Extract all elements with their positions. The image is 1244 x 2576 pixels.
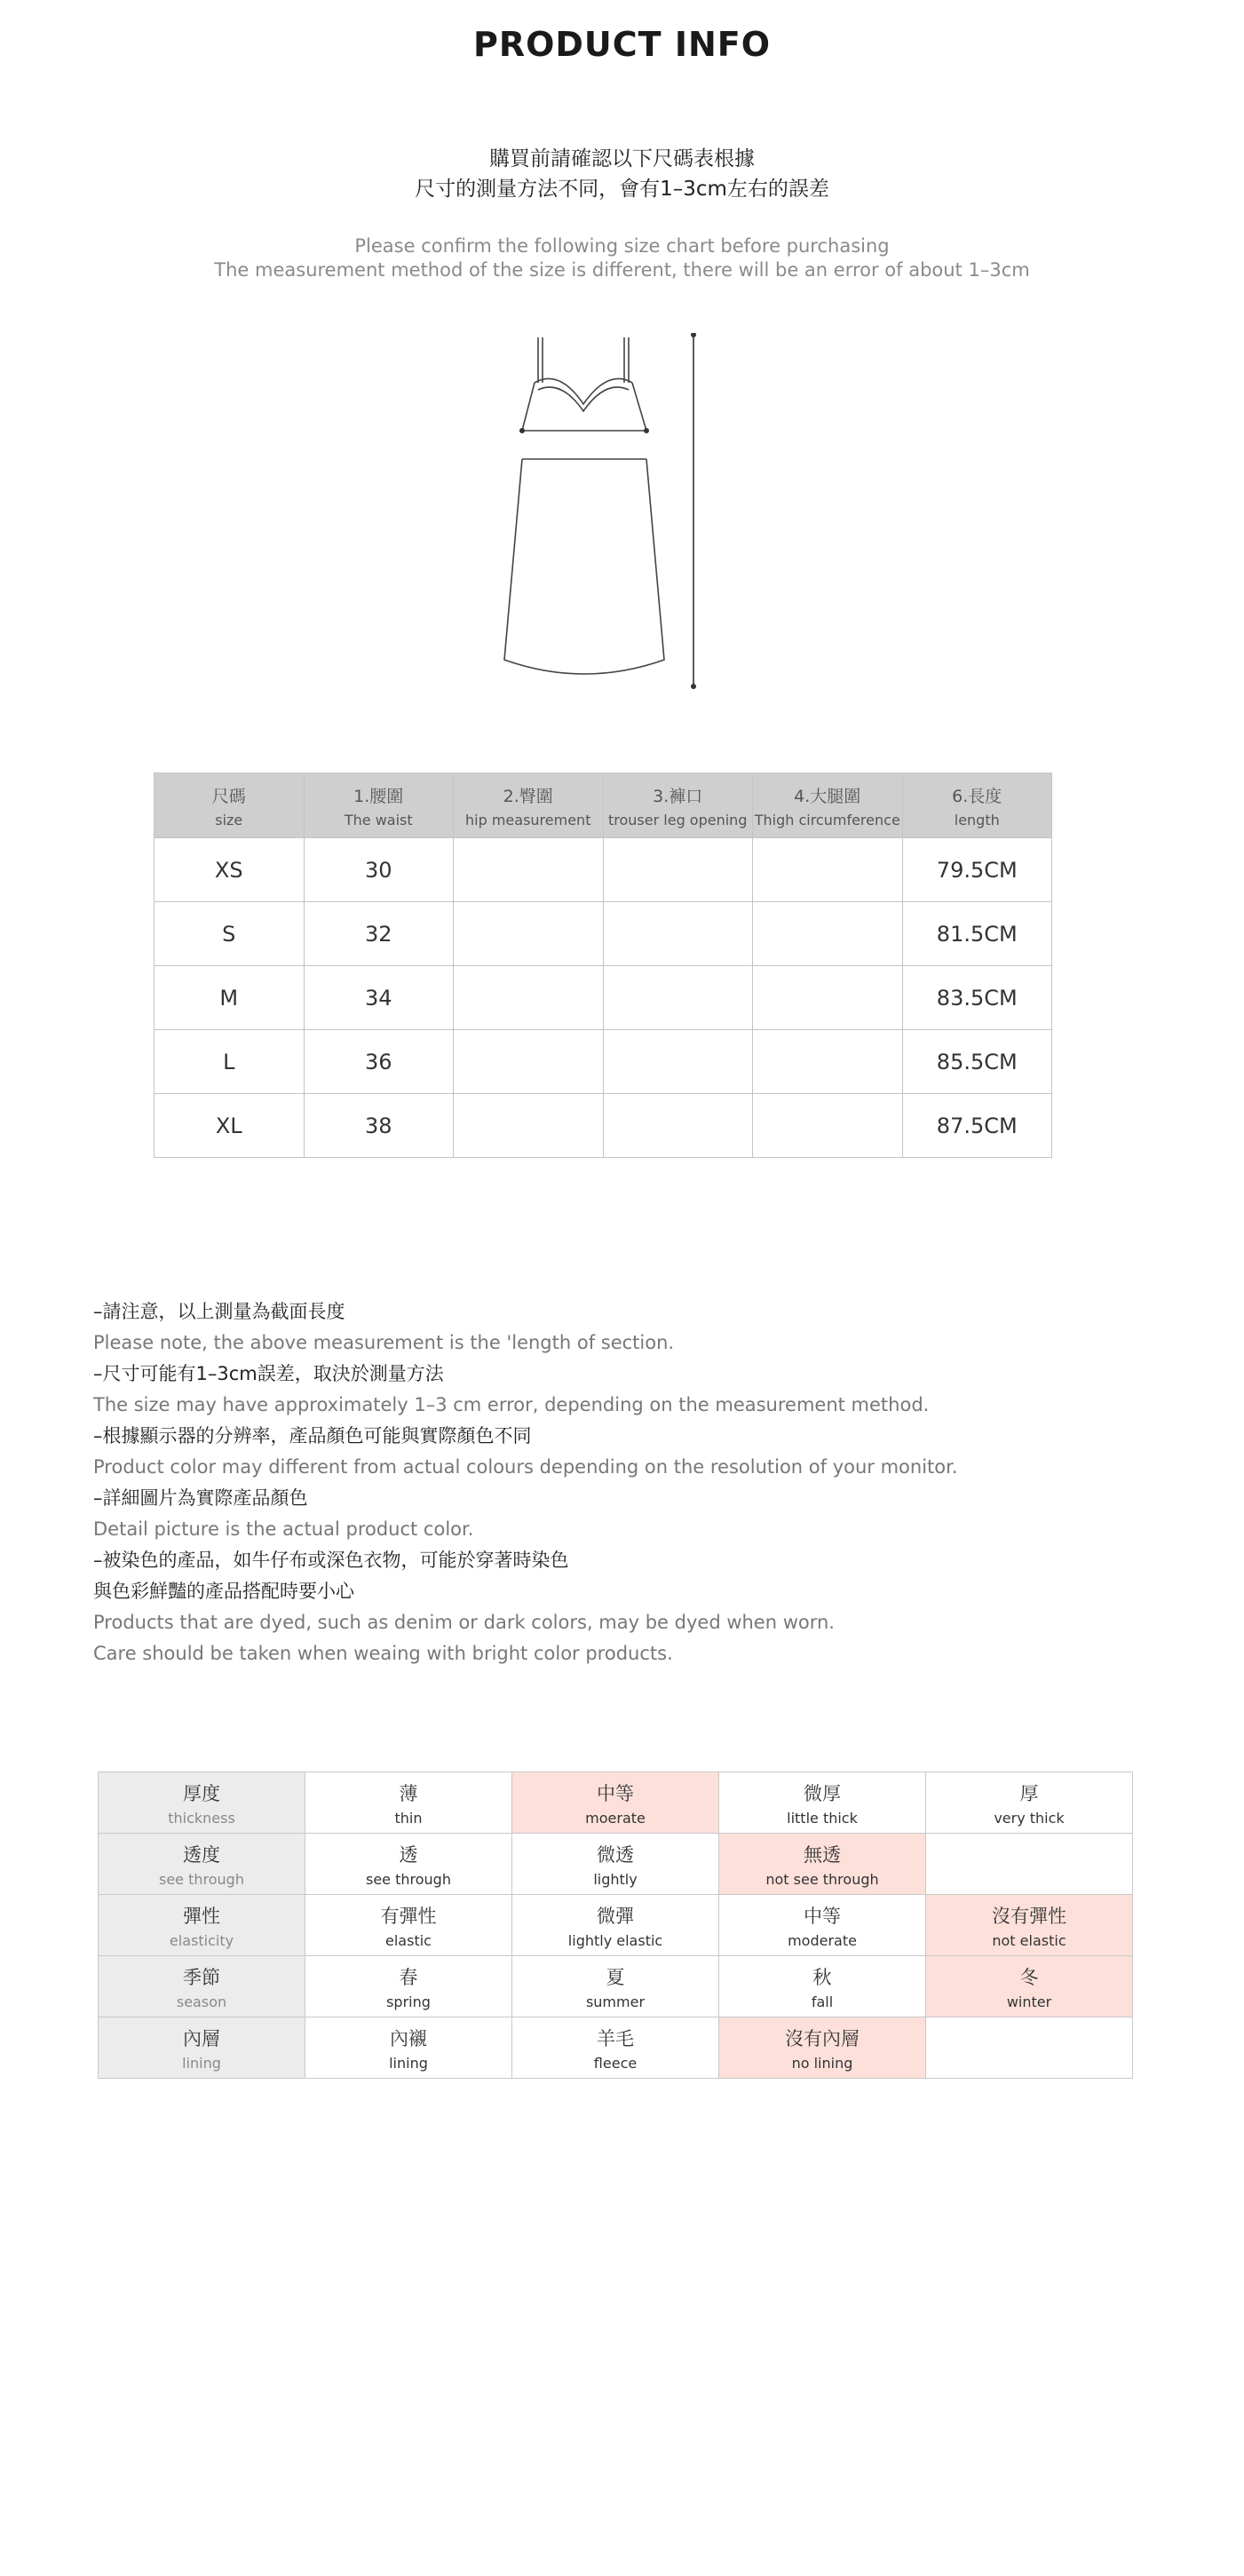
note-line: Care should be taken when weaing with bright color products. bbox=[93, 1643, 673, 1664]
fabric-option-selected bbox=[926, 1956, 1133, 2017]
fabric-row-header bbox=[99, 2017, 305, 2079]
fabric-option bbox=[305, 1772, 512, 1834]
table-row bbox=[99, 1956, 1133, 2017]
size-chart-cell: 81.5CM bbox=[902, 902, 1052, 966]
fabric-option bbox=[305, 1895, 512, 1956]
header-label-en: length bbox=[954, 811, 1000, 828]
option-label-zh: 中等 bbox=[597, 1782, 634, 1804]
option-label-zh: 微透 bbox=[597, 1843, 634, 1866]
slip-dress-outline-icon bbox=[497, 333, 728, 706]
care-notes bbox=[93, 1296, 1159, 1669]
table-row bbox=[99, 1895, 1133, 1956]
note-line: 與色彩鮮豔的產品搭配時要小心 bbox=[93, 1581, 354, 1602]
fabric-option bbox=[305, 1956, 512, 2017]
size-chart-cell bbox=[603, 1030, 753, 1094]
option-label-zh: 微厚 bbox=[804, 1782, 841, 1804]
option-label-en: no lining bbox=[791, 2054, 853, 2072]
size-chart-cell: XS bbox=[155, 838, 305, 902]
note-line: –被染色的產品，如牛仔布或深色衣物，可能於穿著時染色 bbox=[93, 1550, 569, 1571]
option-label-en: moerate bbox=[585, 1809, 646, 1827]
fabric-properties-table bbox=[98, 1771, 1133, 2079]
fabric-option-selected bbox=[512, 1772, 719, 1834]
option-label-zh: 厚 bbox=[1019, 1782, 1039, 1804]
size-chart-cell bbox=[603, 902, 753, 966]
option-label-zh: 冬 bbox=[1019, 1966, 1039, 1988]
option-label-en: summer bbox=[585, 1993, 646, 2010]
option-label-zh: 羊毛 bbox=[597, 2027, 634, 2049]
option-label-en: see through bbox=[366, 1870, 451, 1888]
fabric-option-selected bbox=[926, 1895, 1133, 1956]
size-chart-cell bbox=[603, 1094, 753, 1158]
row-header-en: season bbox=[176, 1993, 227, 2010]
option-label-zh: 中等 bbox=[804, 1905, 841, 1927]
size-chart-cell: S bbox=[155, 902, 305, 966]
fabric-option bbox=[512, 1895, 719, 1956]
size-chart-cell bbox=[454, 966, 604, 1030]
fabric-option bbox=[719, 1956, 926, 2017]
fabric-option bbox=[305, 1834, 512, 1895]
page-title: PRODUCT INFO bbox=[472, 25, 772, 64]
header-label-en: size bbox=[215, 811, 243, 828]
table-row bbox=[155, 902, 1052, 966]
note-line: –尺寸可能有1–3cm誤差，取決於測量方法 bbox=[93, 1363, 444, 1384]
size-chart-header-cell bbox=[454, 773, 604, 838]
option-label-en: thin bbox=[394, 1809, 423, 1827]
row-header-en: lining bbox=[182, 2054, 221, 2072]
size-chart-cell bbox=[454, 1030, 604, 1094]
note-line: Products that are dyed, such as denim or dark colors, may be dyed when worn. bbox=[93, 1612, 835, 1633]
row-header-zh: 透度 bbox=[183, 1843, 220, 1866]
fabric-row-header bbox=[99, 1895, 305, 1956]
table-row bbox=[99, 2017, 1133, 2079]
size-chart-cell bbox=[603, 966, 753, 1030]
option-label-en: lightly bbox=[593, 1870, 638, 1888]
row-header-zh: 內層 bbox=[183, 2027, 220, 2049]
fabric-option bbox=[926, 1834, 1133, 1895]
fabric-row-header bbox=[99, 1772, 305, 1834]
size-chart-cell: 85.5CM bbox=[902, 1030, 1052, 1094]
size-chart-cell: 83.5CM bbox=[902, 966, 1052, 1030]
option-label-zh: 春 bbox=[399, 1966, 418, 1988]
size-chart-cell: 32 bbox=[304, 902, 454, 966]
size-chart-cell bbox=[603, 838, 753, 902]
fabric-option bbox=[512, 1956, 719, 2017]
size-chart-cell: 30 bbox=[304, 838, 454, 902]
notice-zh-line-1: 購買前請確認以下尺碼表根據 bbox=[489, 147, 755, 170]
notice-en-line-2: The measurement method of the size is different, there will be an error of about 1–3cm bbox=[214, 259, 1030, 281]
option-label-zh: 沒有彈性 bbox=[992, 1905, 1066, 1927]
table-row bbox=[155, 966, 1052, 1030]
table-row bbox=[155, 1030, 1052, 1094]
size-chart-cell bbox=[454, 1094, 604, 1158]
notice-en-line-1: Please confirm the following size chart before purchasing bbox=[354, 235, 890, 257]
size-chart-cell: M bbox=[155, 966, 305, 1030]
header-label-zh: 3.褲口 bbox=[653, 786, 703, 806]
header-label-en: hip measurement bbox=[465, 811, 591, 828]
option-label-en: very thick bbox=[994, 1809, 1065, 1827]
fabric-option-selected bbox=[719, 1834, 926, 1895]
notice-zh-line-2: 尺寸的測量方法不同，會有1–3cm左右的誤差 bbox=[415, 178, 829, 201]
option-label-zh: 薄 bbox=[399, 1782, 418, 1804]
size-chart-table bbox=[154, 773, 1052, 1158]
row-header-en: see through bbox=[159, 1870, 244, 1888]
fabric-row-header bbox=[99, 1834, 305, 1895]
table-row bbox=[155, 838, 1052, 902]
option-label-zh: 透 bbox=[399, 1843, 418, 1866]
fabric-option bbox=[719, 1772, 926, 1834]
size-chart-cell: 87.5CM bbox=[902, 1094, 1052, 1158]
size-chart-cell bbox=[753, 1094, 903, 1158]
fabric-option bbox=[512, 1834, 719, 1895]
size-chart-cell bbox=[753, 838, 903, 902]
row-header-zh: 季節 bbox=[183, 1966, 220, 1988]
size-chart-cell: XL bbox=[155, 1094, 305, 1158]
size-chart-header-row bbox=[155, 773, 1052, 838]
size-chart-cell: 79.5CM bbox=[902, 838, 1052, 902]
note-line: The size may have approximately 1–3 cm error, depending on the measurement method. bbox=[93, 1394, 930, 1415]
fabric-option bbox=[512, 2017, 719, 2079]
row-header-zh: 厚度 bbox=[183, 1782, 220, 1804]
fabric-option bbox=[719, 1895, 926, 1956]
size-chart-cell: L bbox=[155, 1030, 305, 1094]
table-row bbox=[99, 1772, 1133, 1834]
option-label-zh: 內襯 bbox=[390, 2027, 427, 2049]
header-label-en: Thigh circumference bbox=[754, 811, 900, 828]
table-row bbox=[155, 1094, 1052, 1158]
size-chart-cell bbox=[454, 838, 604, 902]
note-line: –請注意，以上測量為截面長度 bbox=[93, 1301, 345, 1322]
note-line: –詳細圖片為實際產品顏色 bbox=[93, 1487, 308, 1509]
option-label-en: fleece bbox=[593, 2054, 638, 2072]
size-chart-header-cell bbox=[902, 773, 1052, 838]
option-label-zh: 沒有內層 bbox=[785, 2027, 860, 2049]
option-label-en: moderate bbox=[788, 1931, 857, 1949]
option-label-en: lining bbox=[389, 2054, 428, 2072]
row-header-zh: 彈性 bbox=[183, 1905, 220, 1927]
fabric-option bbox=[926, 1772, 1133, 1834]
header-label-zh: 4.大腿圍 bbox=[794, 786, 861, 806]
size-chart-cell: 36 bbox=[304, 1030, 454, 1094]
size-chart-header-cell bbox=[304, 773, 454, 838]
note-line: Product color may different from actual colours depending on the resolution of your monitor. bbox=[93, 1456, 958, 1478]
fabric-option-selected bbox=[719, 2017, 926, 2079]
row-header-en: elasticity bbox=[169, 1931, 234, 1949]
header-label-en: trouser leg opening bbox=[608, 811, 748, 828]
option-label-en: not elastic bbox=[992, 1931, 1066, 1949]
header-label-zh: 2.臀圍 bbox=[503, 786, 553, 806]
table-row bbox=[99, 1834, 1133, 1895]
note-line: Detail picture is the actual product color. bbox=[93, 1518, 474, 1540]
header-label-zh: 6.長度 bbox=[952, 786, 1002, 806]
fabric-row-header bbox=[99, 1956, 305, 2017]
size-chart-cell bbox=[753, 1030, 903, 1094]
size-chart-header-cell bbox=[603, 773, 753, 838]
note-line: Please note, the above measurement is the 'length of section. bbox=[93, 1332, 675, 1353]
row-header-en: thickness bbox=[168, 1809, 235, 1827]
header-label-zh: 1.腰圍 bbox=[353, 786, 404, 806]
option-label-en: spring bbox=[386, 1993, 431, 2010]
option-label-en: little thick bbox=[787, 1809, 858, 1827]
size-chart-header-cell bbox=[155, 773, 305, 838]
size-chart-cell bbox=[454, 902, 604, 966]
note-line: –根據顯示器的分辨率，產品顏色可能與實際顏色不同 bbox=[93, 1425, 532, 1447]
option-label-en: elastic bbox=[385, 1931, 432, 1949]
fabric-option bbox=[305, 2017, 512, 2079]
header-label-zh: 尺碼 bbox=[211, 786, 246, 806]
size-chart-header-cell bbox=[753, 773, 903, 838]
size-chart-cell: 34 bbox=[304, 966, 454, 1030]
option-label-zh: 無透 bbox=[804, 1843, 841, 1866]
fabric-option bbox=[926, 2017, 1133, 2079]
option-label-zh: 秋 bbox=[812, 1966, 832, 1988]
option-label-zh: 有彈性 bbox=[380, 1905, 437, 1927]
size-chart-cell: 38 bbox=[304, 1094, 454, 1158]
size-chart-cell bbox=[753, 966, 903, 1030]
option-label-en: winter bbox=[1006, 1993, 1052, 2010]
option-label-en: not see through bbox=[765, 1870, 879, 1888]
option-label-en: fall bbox=[811, 1993, 834, 2010]
option-label-zh: 夏 bbox=[606, 1966, 625, 1988]
option-label-zh: 微彈 bbox=[597, 1905, 634, 1927]
option-label-en: lightly elastic bbox=[567, 1931, 663, 1949]
size-chart-cell bbox=[753, 902, 903, 966]
header-label-en: The waist bbox=[344, 811, 413, 828]
